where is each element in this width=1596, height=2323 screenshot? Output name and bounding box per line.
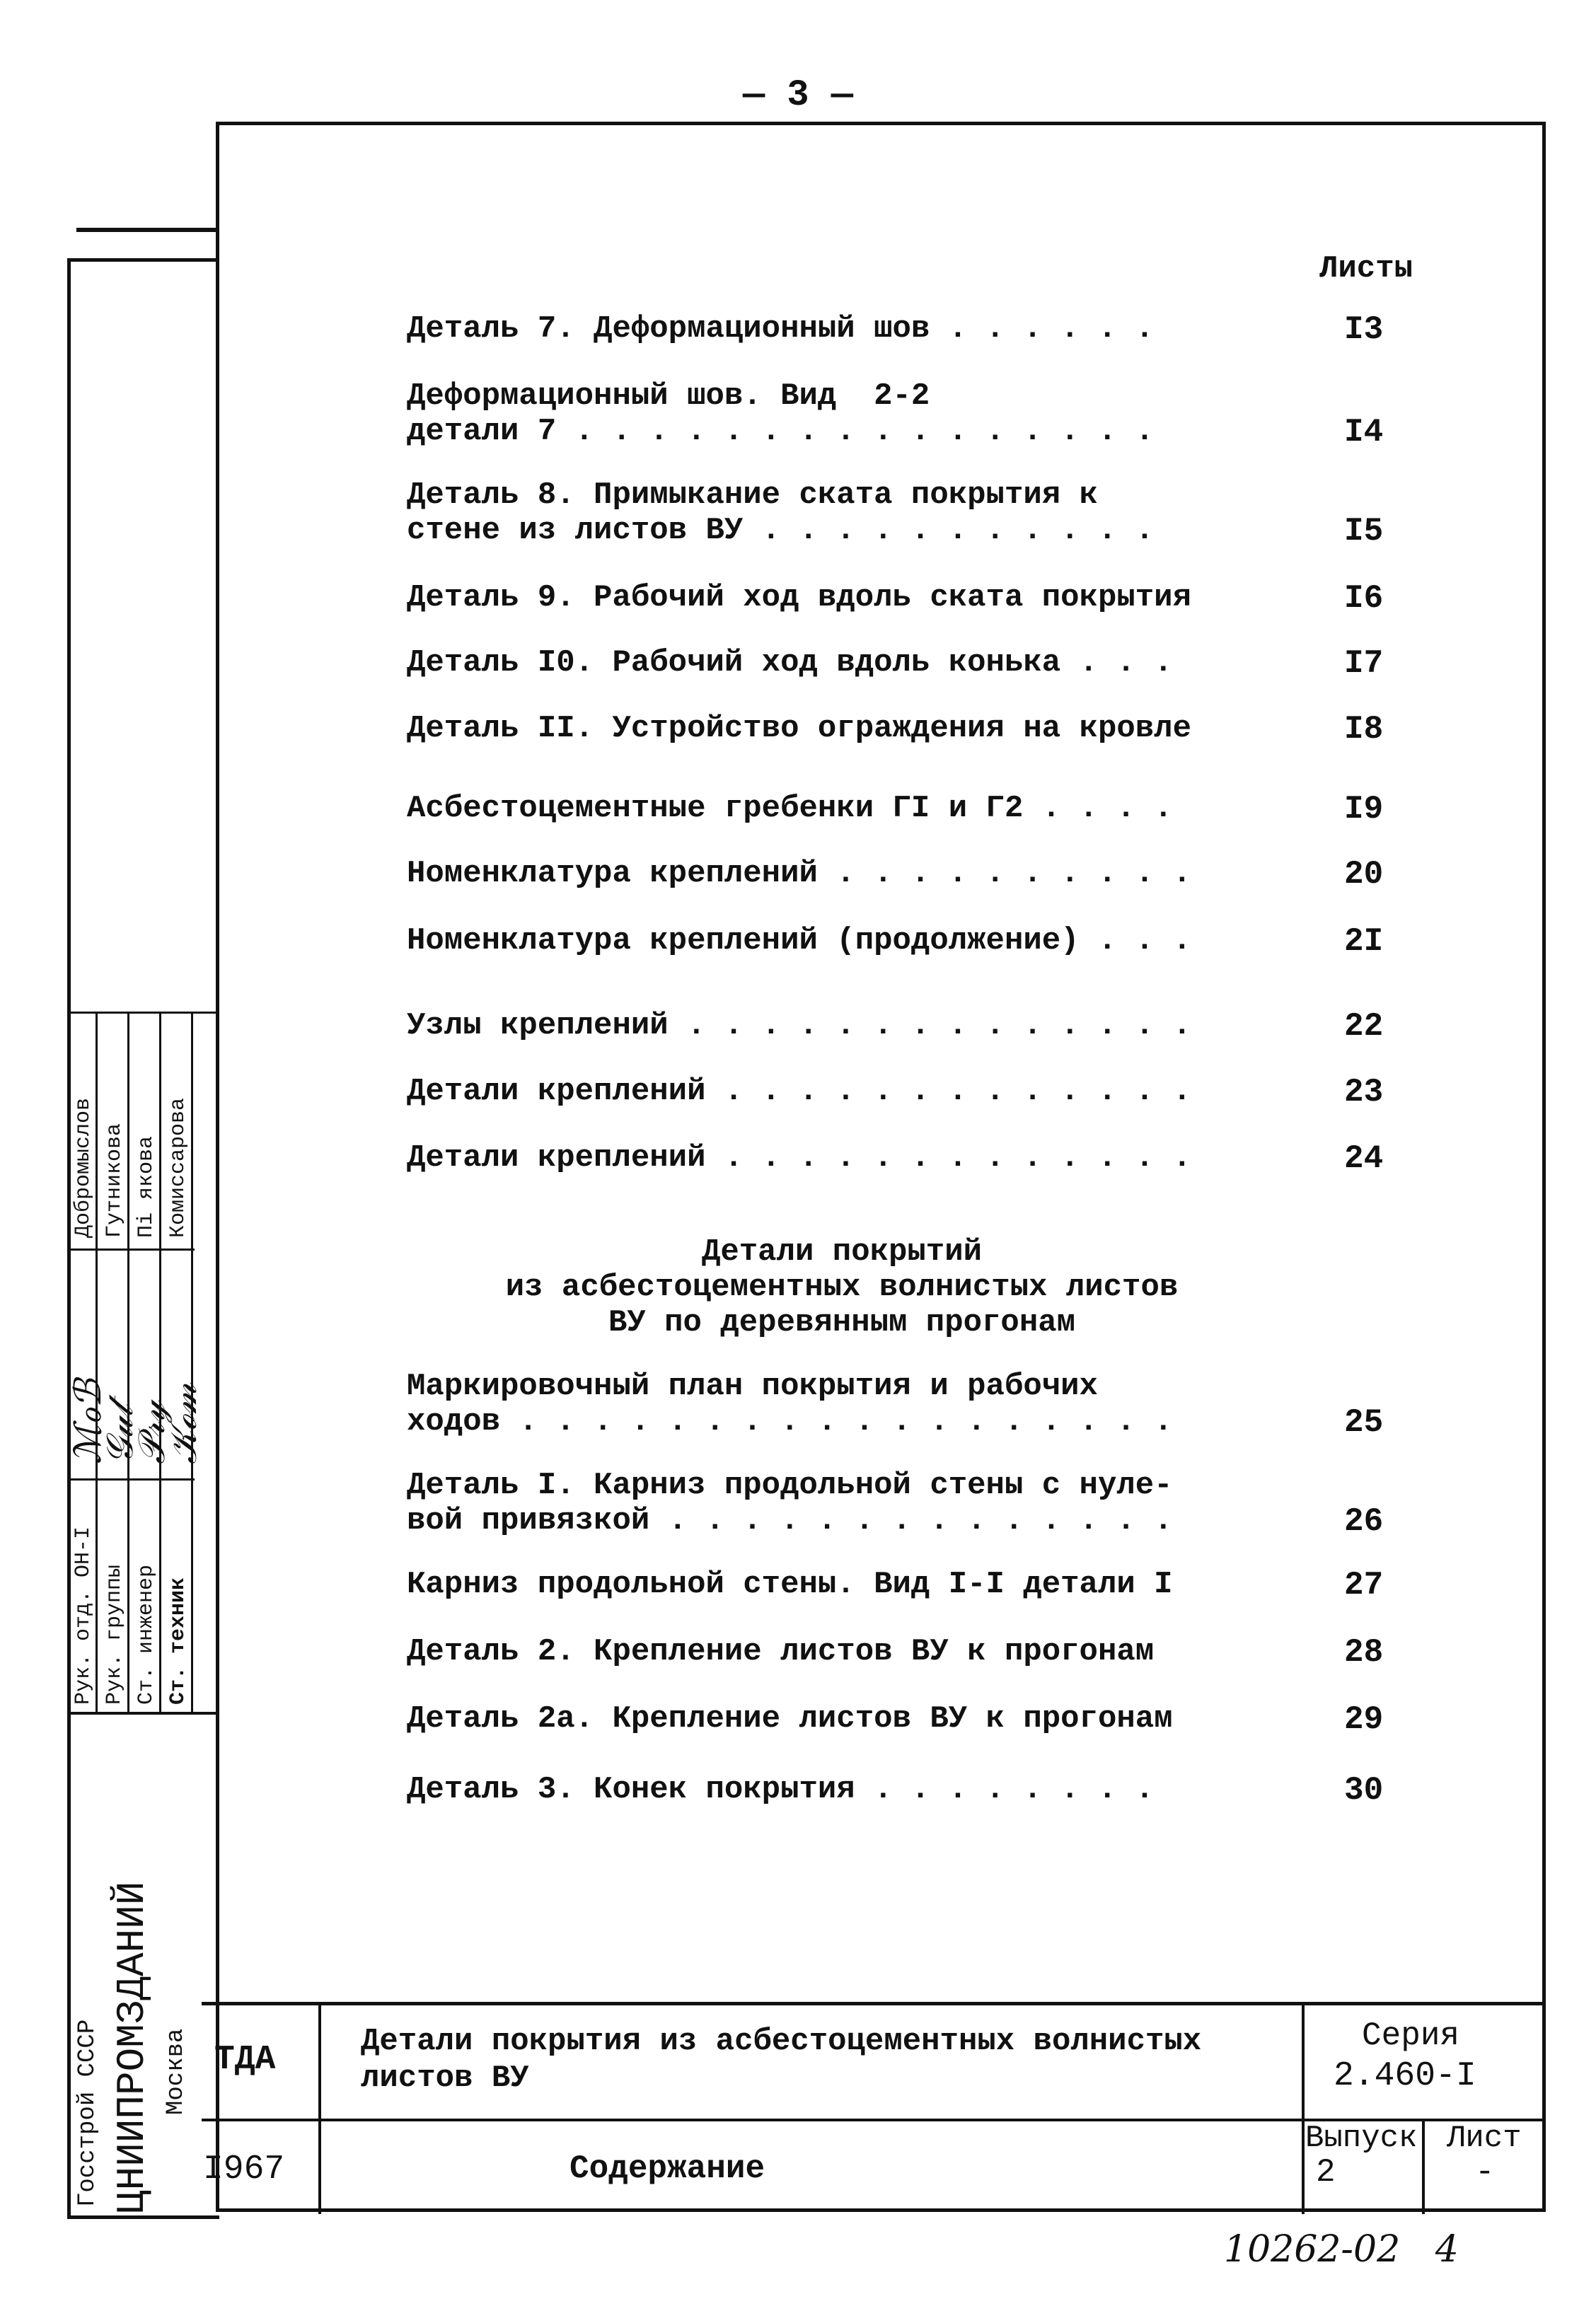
- stamp-row-line: [67, 1478, 195, 1481]
- toc-row-sheet: 26: [1344, 1503, 1384, 1540]
- toc-row: [407, 311, 1426, 354]
- toc-row-sheet: 27: [1344, 1567, 1384, 1604]
- stamp-role: Ст. инженер: [134, 1564, 158, 1705]
- tb-series-label: Серия: [1362, 2017, 1460, 2054]
- org-main: ЦНИИПРОМЗДАНИЙ: [110, 1881, 155, 2214]
- stamp-name: Пі якова: [134, 1135, 158, 1238]
- toc-row: [407, 477, 1426, 550]
- toc-row: [407, 645, 1426, 688]
- tb-line-top: [202, 2002, 1546, 2005]
- toc-row-title: Номенклатура креплений . . . . . . . . . .: [407, 856, 1191, 891]
- stamp-name: Гутникова: [103, 1123, 127, 1238]
- toc-row-sheet: I9: [1344, 791, 1384, 828]
- toc-row-sheet: 28: [1344, 1634, 1384, 1671]
- toc-row-title: Деталь 7. Деформационный шов . . . . . .: [407, 311, 1155, 347]
- toc-row-title: Деталь 2а. Крепление листов ВУ к прогонам: [407, 1701, 1173, 1737]
- toc-row-sheet: 2I: [1344, 923, 1384, 960]
- toc-row-title: Детали креплений . . . . . . . . . . . . .: [407, 1074, 1191, 1109]
- signature-mark: 𝒦ℴ𝓂: [163, 1383, 205, 1464]
- stamp-role: Рук. отд. ОН-I: [71, 1526, 96, 1705]
- binding-line-top2: [67, 258, 218, 262]
- toc-row-title: Деталь 3. Конек покрытия . . . . . . . .: [407, 1772, 1155, 1807]
- signature-mark: ℳℴℬ: [67, 1379, 110, 1464]
- stamp-col-line: [127, 1012, 129, 1712]
- tb-issue-value: 2: [1316, 2154, 1336, 2191]
- tb-sheet-value: -: [1475, 2154, 1495, 2191]
- inventory-number: 10262-02 4: [1224, 2228, 1459, 2271]
- toc-row: [407, 856, 1426, 898]
- toc-row-title: Карниз продольной стены. Вид I-I детали I: [407, 1567, 1173, 1602]
- tb-series-value: 2.460-I: [1334, 2057, 1476, 2095]
- stamp-col-line: [191, 1012, 193, 1712]
- toc-row: [407, 378, 1426, 451]
- toc-row-sheet: 29: [1344, 1701, 1384, 1738]
- toc-row-title: Деталь 2. Крепление листов ВУ к прогонам: [407, 1634, 1155, 1669]
- section-heading-line: из асбестоцементных волнистых листов: [505, 1270, 1179, 1305]
- section-heading-line: ВУ по деревянным прогонам: [608, 1305, 1076, 1340]
- toc-row-sheet: I6: [1344, 580, 1384, 617]
- tb-line-v2: [1302, 2002, 1305, 2214]
- toc-row-sheet: I3: [1344, 311, 1384, 348]
- toc-row-title: Деталь I. Карниз продольной стены с нуле-: [407, 1468, 1173, 1503]
- signature-mark: 𝒫𝓇𝓎: [131, 1401, 173, 1464]
- page-number: — 3 —: [742, 74, 854, 116]
- toc-row-title-cont: стене из листов ВУ . . . . . . . . . . .: [407, 513, 1155, 548]
- toc-row: [407, 1701, 1426, 1744]
- stamp-row-line: [67, 1249, 195, 1251]
- toc-row-sheet: 24: [1344, 1140, 1384, 1177]
- toc-row-sheet: I7: [1344, 645, 1384, 682]
- section-heading-line: Детали покрытий: [701, 1234, 983, 1270]
- toc-row-title: Маркировочный план покрытия и рабочих: [407, 1369, 1098, 1404]
- toc-row: [407, 791, 1426, 833]
- toc-row-sheet: 20: [1344, 856, 1384, 893]
- toc-sheets-header: Листы: [1319, 251, 1413, 286]
- toc-row: [407, 1634, 1426, 1676]
- toc-row-title: Асбестоцементные гребенки ГI и Г2 . . . .: [407, 791, 1173, 826]
- toc-row-sheet: I5: [1344, 513, 1384, 550]
- toc-row: [407, 711, 1426, 753]
- toc-row-title: Детали креплений . . . . . . . . . . . . .: [407, 1140, 1191, 1176]
- tb-subtitle: Содержание: [569, 2150, 765, 2187]
- toc-row-sheet: I4: [1344, 414, 1384, 451]
- toc-row-title: Деталь I0. Рабочий ход вдоль конька . . .: [407, 645, 1173, 680]
- side-stamp: [67, 1012, 216, 2214]
- toc-row: [407, 923, 1426, 966]
- stamp-col-line: [96, 1012, 98, 1712]
- binding-line-top: [76, 228, 218, 232]
- toc-row-sheet: 25: [1344, 1404, 1384, 1441]
- toc-row-title: Деталь 8. Примыкание ската покрытия к: [407, 477, 1098, 513]
- stamp-name: Добромыслов: [71, 1097, 96, 1238]
- stamp-role: Ст. техник: [166, 1577, 190, 1705]
- toc-row-title: Деталь 9. Рабочий ход вдоль ската покрытия: [407, 580, 1191, 615]
- stamp-role: Рук. группы: [103, 1564, 127, 1705]
- toc-row: [407, 1008, 1426, 1050]
- toc-row-title: Деталь II. Устройство ограждения на кровле: [407, 711, 1191, 746]
- toc-row: [407, 1369, 1426, 1441]
- tb-line-v3: [1422, 2119, 1425, 2214]
- binding-line-bottom: [67, 2215, 219, 2219]
- tb-year: I967: [203, 2150, 285, 2189]
- stamp-name: Комиссарова: [166, 1097, 190, 1238]
- org-city: Москва: [163, 2028, 190, 2115]
- toc-row-sheet: 30: [1344, 1772, 1384, 1809]
- toc-row: [407, 1140, 1426, 1183]
- tb-line-v1: [318, 2002, 321, 2214]
- stamp-col-line: [159, 1012, 161, 1712]
- toc-row-title-cont: ходов . . . . . . . . . . . . . . . . . .: [407, 1404, 1173, 1439]
- toc-row: [407, 1468, 1426, 1540]
- toc-row: [407, 580, 1426, 622]
- stamp-top-line: [67, 1012, 216, 1014]
- tb-sheet-label: Лист: [1447, 2121, 1522, 2156]
- toc-row-title: Узлы креплений . . . . . . . . . . . . . .: [407, 1008, 1191, 1043]
- signature-mark: 𝒢𝓊𝓉: [99, 1404, 141, 1464]
- tb-code: ТДА: [214, 2041, 276, 2079]
- toc-row: [407, 1567, 1426, 1609]
- toc-row: [407, 1772, 1426, 1814]
- toc-row-sheet: 22: [1344, 1008, 1384, 1045]
- toc-row-sheet: I8: [1344, 711, 1384, 748]
- toc-row-title: Деформационный шов. Вид 2-2: [407, 378, 930, 414]
- toc-row: [407, 1074, 1426, 1116]
- tb-title: Детали покрытия из асбестоцементных волнистых листов ВУ: [361, 2024, 1202, 2096]
- toc-row-title-cont: детали 7 . . . . . . . . . . . . . . . .: [407, 414, 1155, 449]
- toc-row-title: Номенклатура креплений (продолжение) . . .: [407, 923, 1191, 958]
- toc-row-sheet: 23: [1344, 1074, 1384, 1111]
- stamp-row-line: [67, 1712, 216, 1715]
- org-top: Госстрой СССР: [74, 2019, 101, 2207]
- title-block: [202, 2002, 1546, 2214]
- tb-issue-label: Выпуск: [1305, 2121, 1418, 2156]
- section-heading: [407, 1234, 1277, 1340]
- toc-row-title-cont: вой привязкой . . . . . . . . . . . . . .: [407, 1503, 1173, 1539]
